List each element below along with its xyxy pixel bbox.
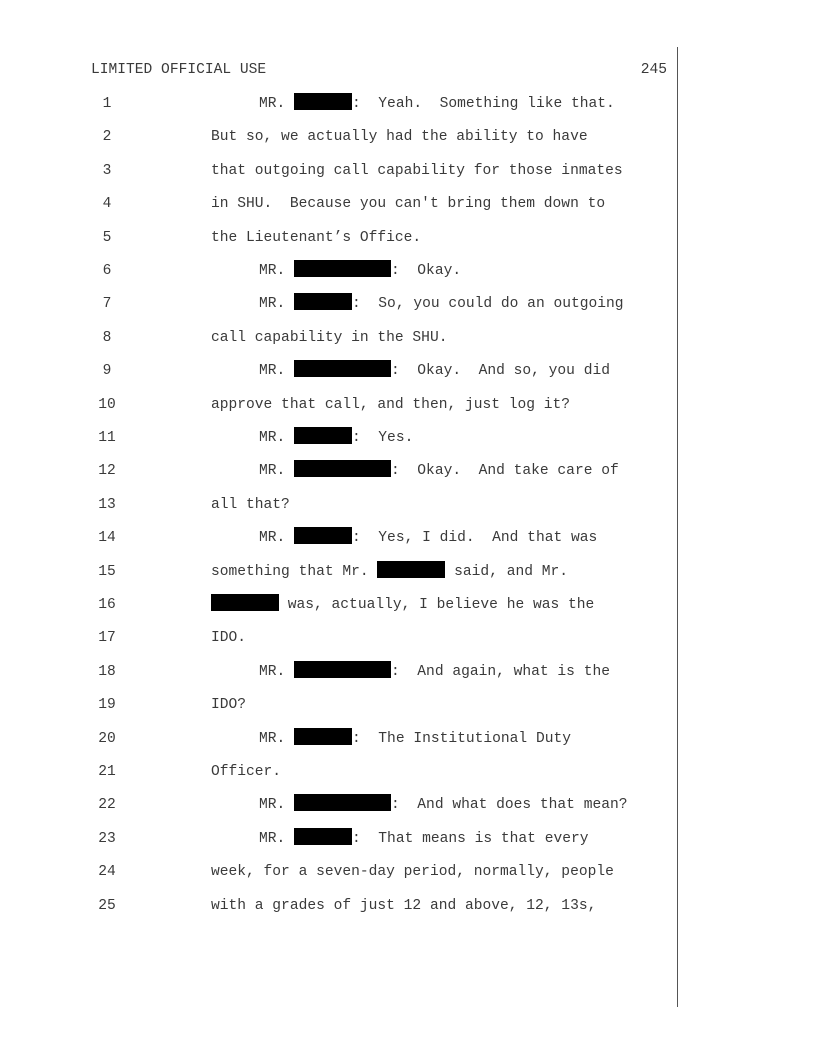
- text-segment: with a grades of just 12 and above, 12, 13s,: [211, 897, 597, 914]
- text-segment: said, and Mr.: [445, 563, 569, 580]
- line-number: 25: [98, 897, 116, 914]
- line-text: [259, 293, 624, 315]
- transcript-line: [0, 895, 816, 917]
- text-segment: MR.: [259, 730, 295, 747]
- text-segment: something that Mr.: [211, 563, 378, 580]
- redaction-box: [294, 661, 391, 678]
- line-number: 9: [102, 363, 112, 380]
- line-text: [211, 694, 246, 716]
- transcript-line: [0, 861, 816, 883]
- line-number: 5: [102, 229, 112, 246]
- line-text: [259, 360, 610, 382]
- line-text: [211, 895, 596, 917]
- line-number: 3: [102, 162, 112, 179]
- redaction-box: [294, 527, 352, 544]
- transcript-line: [0, 661, 816, 683]
- line-number: 15: [98, 563, 116, 580]
- line-number: 19: [98, 697, 116, 714]
- text-segment: call capability in the SHU.: [211, 329, 448, 346]
- transcript-line: [0, 327, 816, 349]
- line-number: 14: [98, 530, 116, 547]
- redaction-box: [294, 93, 352, 110]
- text-segment: MR.: [259, 830, 295, 847]
- redaction-box: [294, 828, 352, 845]
- line-number: 24: [98, 864, 116, 881]
- line-text: [211, 327, 447, 349]
- line-text: [211, 594, 594, 616]
- transcript-line: [0, 594, 816, 616]
- line-text: [211, 160, 623, 182]
- line-number: 17: [98, 630, 116, 647]
- text-segment: IDO?: [211, 697, 247, 714]
- transcript-line: [0, 561, 816, 583]
- line-number: 2: [102, 129, 112, 146]
- text-segment: MR.: [259, 296, 295, 313]
- line-text: [211, 761, 281, 783]
- text-segment: Officer.: [211, 764, 282, 780]
- line-number: 10: [98, 396, 116, 413]
- line-number: 8: [102, 329, 112, 346]
- transcript-line: [0, 93, 816, 115]
- redaction-box: [294, 427, 352, 444]
- line-text: [259, 527, 597, 549]
- transcript-line: [0, 126, 816, 148]
- text-segment: MR.: [259, 797, 295, 814]
- redaction-box: [294, 460, 391, 477]
- transcript-line: [0, 260, 816, 282]
- line-text: [211, 126, 588, 148]
- text-segment: : Yes.: [352, 430, 414, 446]
- line-text: [259, 728, 571, 750]
- page-header: [91, 62, 667, 82]
- transcript-line: [0, 360, 816, 382]
- text-segment: : So, you could do an outgoing: [352, 296, 624, 313]
- text-segment: approve that call, and then, just log it?: [211, 396, 571, 413]
- transcript-line: [0, 427, 816, 449]
- text-segment: : The Institutional Duty: [352, 730, 571, 747]
- text-segment: : And again, what is the: [391, 663, 610, 680]
- transcript-line: [0, 227, 816, 249]
- line-text: [211, 193, 605, 215]
- transcript-line: [0, 761, 816, 783]
- text-segment: But so, we actually had the ability to have: [211, 129, 588, 146]
- line-number: 16: [98, 597, 116, 613]
- line-text: [259, 427, 413, 449]
- text-segment: was, actually, I believe he was the: [279, 597, 595, 613]
- line-number: 20: [98, 730, 116, 747]
- line-text: [211, 627, 246, 649]
- redaction-box: [294, 360, 391, 377]
- line-text: [259, 794, 628, 816]
- line-text: [211, 494, 290, 516]
- text-segment: in SHU. Because you can't bring them down to: [211, 196, 606, 213]
- line-number: 1: [102, 96, 112, 112]
- text-segment: MR.: [259, 663, 295, 680]
- transcript-line: [0, 494, 816, 516]
- redaction-box: [294, 260, 391, 277]
- text-segment: : Yes, I did. And that was: [352, 530, 598, 547]
- text-segment: MR.: [259, 363, 295, 380]
- transcript-line: [0, 394, 816, 416]
- transcript-line: [0, 794, 816, 816]
- redaction-box: [294, 728, 352, 745]
- line-text: [259, 260, 461, 282]
- transcript-line: [0, 627, 816, 649]
- line-number: 18: [98, 663, 116, 680]
- transcript-line: [0, 160, 816, 182]
- line-number: 6: [102, 263, 112, 279]
- line-number: 4: [102, 196, 112, 213]
- text-segment: : And what does that mean?: [391, 797, 628, 814]
- text-segment: : Okay. And so, you did: [391, 363, 610, 380]
- transcript-line: [0, 293, 816, 315]
- transcript-line: [0, 694, 816, 716]
- page-number: 245: [640, 62, 667, 78]
- text-segment: the Lieutenant’s Office.: [211, 229, 422, 246]
- text-segment: : Okay. And take care of: [391, 463, 619, 480]
- text-segment: week, for a seven-day period, normally, people: [211, 864, 614, 881]
- text-segment: that outgoing call capability for those inmates: [211, 162, 623, 179]
- line-text: [211, 861, 614, 883]
- text-segment: MR.: [259, 263, 295, 279]
- text-segment: : Yeah. Something like that.: [352, 96, 615, 112]
- text-segment: : That means is that every: [352, 830, 589, 847]
- line-text: [259, 460, 619, 482]
- transcript-line: [0, 527, 816, 549]
- line-number: 11: [98, 430, 116, 446]
- text-segment: : Okay.: [391, 263, 462, 279]
- classification-label: LIMITED OFFICIAL USE: [91, 62, 267, 78]
- line-number: 23: [98, 830, 116, 847]
- line-number: 7: [102, 296, 112, 313]
- text-segment: MR.: [259, 96, 295, 112]
- line-number: 21: [98, 764, 116, 780]
- line-text: [211, 394, 570, 416]
- line-number: 12: [98, 463, 116, 480]
- redaction-box: [294, 293, 352, 310]
- transcript-line: [0, 728, 816, 750]
- text-segment: MR.: [259, 463, 295, 480]
- transcript-line: [0, 828, 816, 850]
- line-text: [211, 227, 421, 249]
- line-text: [259, 661, 610, 683]
- line-number: 22: [98, 797, 116, 814]
- redaction-box: [294, 794, 391, 811]
- transcript-line: [0, 193, 816, 215]
- text-segment: IDO.: [211, 630, 247, 647]
- line-number: 13: [98, 496, 116, 513]
- line-text: [259, 828, 589, 850]
- redaction-box: [377, 561, 445, 578]
- text-segment: MR.: [259, 530, 295, 547]
- redaction-box: [211, 594, 279, 611]
- text-segment: all that?: [211, 496, 290, 513]
- line-text: [259, 93, 615, 115]
- line-text: [211, 561, 568, 583]
- text-segment: MR.: [259, 430, 295, 446]
- transcript-line: [0, 460, 816, 482]
